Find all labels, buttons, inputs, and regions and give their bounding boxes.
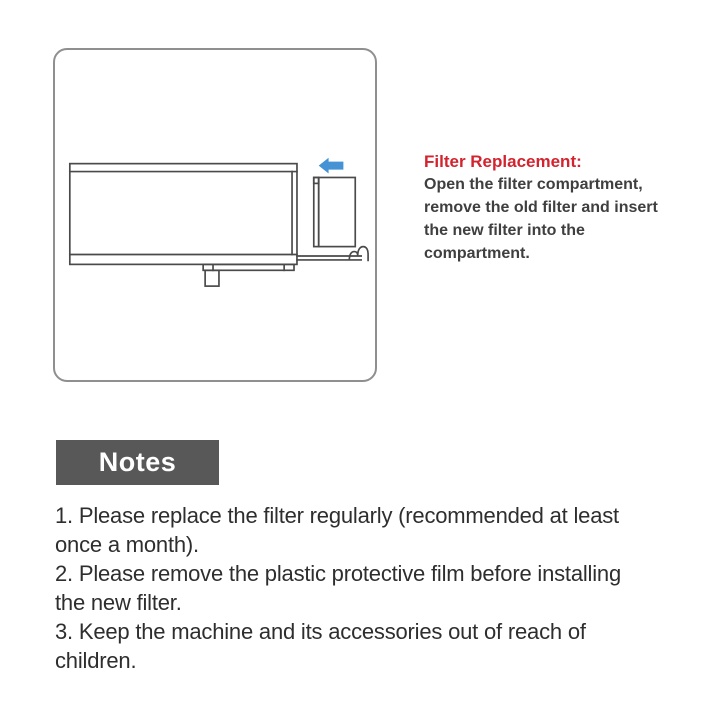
note-line: 1. Please replace the filter regularly (recommended at least — [55, 503, 619, 528]
note-line: once a month). — [55, 532, 199, 557]
machine-side-view-illustration — [70, 164, 297, 286]
filter-cartridge-illustration — [314, 177, 355, 246]
notes-heading-box — [56, 440, 219, 485]
note-line: children. — [55, 648, 137, 673]
insert-direction-arrow-icon — [319, 158, 344, 174]
caption-line: Open the filter compartment, — [424, 176, 643, 193]
caption-line: the new filter into the — [424, 222, 585, 239]
note-line: the new filter. — [55, 590, 182, 615]
note-line: 3. Keep the machine and its accessories out of reach of — [55, 619, 586, 644]
filter-replacement-caption — [424, 150, 694, 265]
caption-line: remove the old filter and insert — [424, 199, 658, 216]
notes-heading: Notes — [98, 447, 177, 477]
filter-diagram-panel — [53, 48, 377, 382]
slide-rail-illustration — [297, 247, 368, 261]
machine-illustration — [55, 50, 375, 380]
note-line: 2. Please remove the plastic protective film before installing — [55, 561, 621, 586]
caption-heading: Filter Replacement: — [424, 152, 582, 171]
caption-line: compartment. — [424, 245, 530, 262]
notes-list — [55, 501, 715, 675]
